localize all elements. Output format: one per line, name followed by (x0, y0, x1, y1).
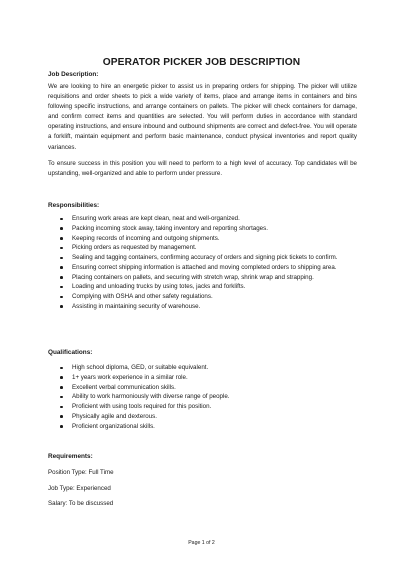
list-item (48, 302, 357, 312)
list-item (48, 263, 357, 273)
page-number: Page 1 of 2 (188, 540, 215, 546)
list-item-text: Placing containers on pallets, and securing with stretch wrap, shrink wrap and strapping. (72, 273, 314, 281)
list-item-text: Proficient with using tools required for this position. (72, 403, 212, 410)
list-item (48, 392, 357, 402)
list-item-text: Excellent verbal communication skills. (72, 383, 176, 391)
list-item (48, 273, 357, 283)
qualifications-list (48, 363, 357, 431)
responsibilities-list (48, 214, 357, 312)
job-description-heading: Job Description: (48, 71, 99, 78)
qualifications-heading: Qualifications: (48, 349, 93, 356)
bullet-icon (60, 286, 63, 289)
list-item (48, 373, 357, 383)
list-item-text: Complying with OSHA and other safety regulations. (72, 293, 213, 300)
list-item (48, 253, 357, 263)
job-description-paragraph: We are looking to hire an energetic picker to assist us in preparing orders for shipping. The picker will utilize requisitions and order sheets to pick a wide variety of items, place and arrange items in containers and bins following specific instructions, and arrange containers on pallets. The picker will check containers for damage, and confirm correct items and quantities are selected. You will perform duties in accordance with standard operating instructions, and ensure inbound and outbound shipments are correct and defect-free. You will operate a forklift, maintain equipment and perform basic maintenance, conduct physical inventories and report quality variances. (48, 83, 357, 151)
list-item-text: Ability to work harmoniously with diverse range of people. (72, 393, 230, 401)
bullet-icon (60, 396, 63, 399)
requirements-heading: Requirements: (48, 453, 93, 460)
list-item (48, 363, 357, 373)
list-item (48, 214, 357, 224)
document-title: OPERATOR PICKER JOB DESCRIPTION (102, 57, 301, 68)
bullet-icon (60, 257, 63, 260)
bullet-icon (60, 237, 63, 240)
bullet-icon (60, 266, 63, 269)
salary: Salary: To be discussed (48, 500, 114, 507)
list-item-text: Loading and unloading trucks by using totes, jacks and forklifts. (72, 283, 246, 291)
list-item (48, 243, 357, 253)
list-item-text: 1+ years work experience in a similar role. (72, 373, 188, 381)
job-type: Job Type: Experienced (48, 485, 111, 492)
list-item (48, 383, 357, 393)
list-item (48, 234, 357, 244)
success-paragraph: To ensure success in this position you will need to perform to a high level of accuracy. Top candidates will be upstanding, well-organized and able to perform under pressure. (48, 160, 357, 178)
list-item-text: Picking orders as requested by management. (72, 244, 197, 252)
list-item (48, 412, 357, 422)
bullet-icon (60, 247, 63, 250)
list-item-text: Assisting in maintaining security of warehouse. (72, 302, 201, 310)
list-item-text: Packing incoming stock away, taking inventory and reporting shortages. (72, 224, 268, 232)
list-item-text: Ensuring work areas are kept clean, neat and well-organized. (72, 215, 240, 222)
bullet-icon (60, 415, 63, 418)
list-item (48, 402, 357, 412)
bullet-icon (60, 425, 63, 428)
list-item (48, 224, 357, 234)
bullet-icon (60, 296, 63, 299)
bullet-icon (60, 386, 63, 389)
list-item-text: Sealing and tagging containers, confirming accuracy of orders and signing pick tickets to confirm. (72, 254, 338, 261)
list-item-text: Keeping records of incoming and outgoing shipments. (72, 234, 220, 242)
list-item (48, 292, 357, 302)
bullet-icon (60, 276, 63, 279)
list-item-text: Ensuring correct shipping information is attached and moving completed orders to shipping area. (72, 263, 337, 271)
bullet-icon (60, 367, 63, 370)
list-item-text: Proficient organizational skills. (72, 422, 155, 430)
list-item (48, 422, 357, 432)
bullet-icon (60, 376, 63, 379)
list-item-text: High school diploma, GED, or suitable equivalent. (72, 364, 209, 371)
position-type: Position Type: Full Time (48, 469, 114, 476)
responsibilities-heading: Responsibilities: (48, 202, 100, 209)
bullet-icon (60, 218, 63, 221)
list-item (48, 282, 357, 292)
list-item-text: Physically agile and dexterous. (72, 412, 157, 420)
bullet-icon (60, 305, 63, 308)
bullet-icon (60, 406, 63, 409)
bullet-icon (60, 227, 63, 230)
